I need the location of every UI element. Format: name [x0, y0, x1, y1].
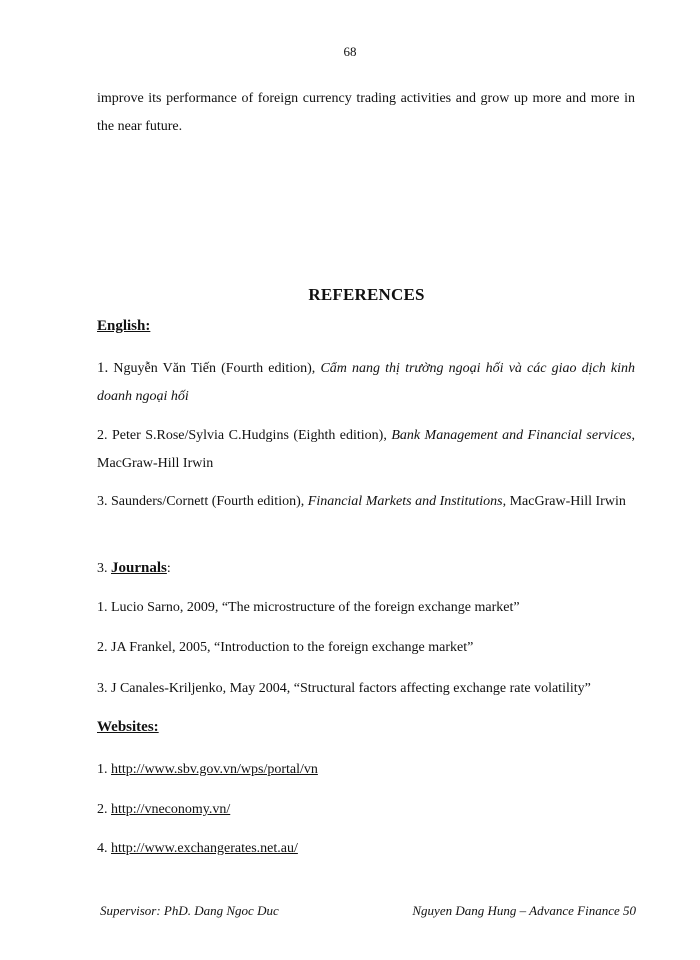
- reference-item: [97, 354, 635, 411]
- website-link[interactable]: http://vneconomy.vn/: [111, 802, 231, 817]
- reference-number: 2.: [97, 428, 108, 443]
- website-number: 4.: [97, 841, 108, 856]
- reference-number: 1.: [97, 360, 109, 376]
- website-item: [97, 796, 635, 824]
- website-item: [97, 756, 635, 784]
- website-number: 2.: [97, 802, 108, 817]
- journals-heading: [97, 560, 171, 577]
- reference-title: Cẩm nang thị trường ngoại hối và các giao dịch kinh doanh ngoại hối: [97, 361, 635, 404]
- journals-number: 3.: [97, 561, 108, 576]
- references-title: REFERENCES: [308, 285, 425, 304]
- intro-paragraph: improve its performance of foreign currency trading activities and grow up more and more in the near future.: [97, 91, 635, 134]
- footer-author: Nguyen Dang Hung – Advance Finance 50: [412, 903, 636, 918]
- reference-item: [97, 488, 635, 516]
- journal-item: 2. JA Frankel, 2005, “Introduction to the foreign exchange market”: [97, 640, 474, 655]
- website-item: [97, 835, 635, 863]
- websites-heading: Websites:: [97, 719, 159, 735]
- reference-publisher: , MacGraw-Hill Irwin: [97, 428, 636, 471]
- english-heading: English:: [97, 318, 151, 334]
- website-link[interactable]: http://www.sbv.gov.vn/wps/portal/vn: [111, 762, 318, 777]
- reference-title: Financial Markets and Institutions: [307, 494, 503, 509]
- reference-authors: Saunders/Cornett (Fourth edition),: [111, 494, 305, 509]
- journal-item: 1. Lucio Sarno, 2009, “The microstructure of the foreign exchange market”: [97, 600, 520, 615]
- reference-authors: Peter S.Rose/Sylvia C.Hudgins (Eighth edition),: [111, 428, 387, 443]
- reference-number: 3.: [97, 494, 108, 509]
- reference-publisher: , MacGraw-Hill Irwin: [502, 494, 626, 509]
- journal-item: 3. J Canales-Kriljenko, May 2004, “Structural factors affecting exchange rate volatility”: [97, 681, 591, 696]
- reference-item: [97, 422, 635, 478]
- reference-authors: Nguyễn Văn Tiến (Fourth edition),: [113, 361, 316, 376]
- reference-title: Bank Management and Financial services: [391, 428, 632, 443]
- website-number: 1.: [97, 762, 108, 777]
- page-number: 68: [343, 44, 357, 59]
- website-link[interactable]: http://www.exchangerates.net.au/: [111, 841, 298, 856]
- journals-label: Journals: [111, 560, 167, 576]
- footer-supervisor: Supervisor: PhD. Dang Ngoc Duc: [100, 903, 279, 918]
- journals-colon: :: [166, 561, 171, 576]
